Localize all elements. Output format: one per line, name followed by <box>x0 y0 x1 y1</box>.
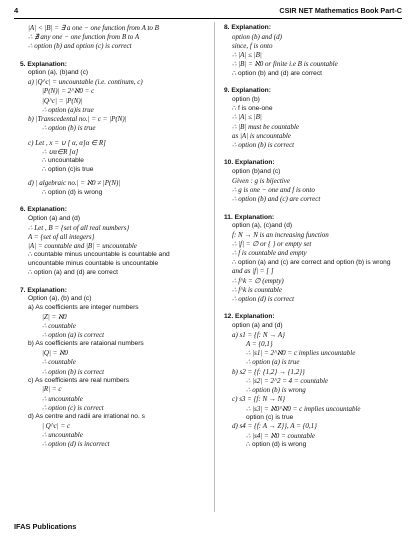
book-title: CSIR NET Mathematics Book Part-C <box>279 6 402 15</box>
left-column <box>20 24 210 450</box>
text-line: ∴ |s3| = ℵ0^ℵ0 = c implies uncountable <box>246 404 361 413</box>
text-line: ∴ |A| ≤ |B| <box>232 113 262 122</box>
page-number: 4 <box>14 6 19 15</box>
text-line: Given : g is bijective <box>232 176 290 185</box>
text-line: A = {0,1} <box>246 339 273 348</box>
text-line: ∴ option (a)is true <box>42 105 94 114</box>
text-line: a) As coefficients are integer numbers <box>28 303 139 311</box>
text-line: ∴ countable minus uncountable is countable and <box>28 251 170 259</box>
question-heading: 8. Explanation: <box>224 24 271 31</box>
text-line: ∴ uncountable <box>42 156 84 164</box>
text-line: |Q| = ℵ0 <box>42 349 68 358</box>
text-line: b) s2 = {f: {1,2} → {1,2}} <box>232 367 305 376</box>
text-line: and as |f| = [ ] <box>232 267 274 276</box>
text-line: option (b) and (d) <box>232 32 282 41</box>
page-header <box>14 6 402 19</box>
text-line: |Q^c| = |P(N)| <box>42 96 83 105</box>
text-line: f: N → N is an increasing function <box>232 230 329 239</box>
text-line: ∴ option (d) is wrong <box>42 188 103 196</box>
text-line: option (a) and (d) <box>232 321 283 329</box>
text-line: |P(N)| = 2^ℵ0 = c <box>42 87 95 96</box>
text-line: c) As coefficients are real numbers <box>28 376 130 384</box>
text-line: ∴ option (c)is true <box>42 165 94 173</box>
text-line: ∴ f^k = ∅ (empty) <box>232 276 284 285</box>
text-line: | Q^c| = c <box>42 421 71 430</box>
text-line: ∴ option (d) is wrong <box>246 440 307 448</box>
text-line: ∴ option (b) and option (c) is correct <box>28 42 132 51</box>
text-line: ∴ option (b) is correct <box>232 141 295 150</box>
text-line: ∴ option (b) and (c) are correct <box>232 195 321 204</box>
text-line: ∴ option (a) is correct <box>42 331 105 340</box>
text-line: option (a), (b)and (c) <box>28 69 89 77</box>
text-line: Option (a) and (d) <box>28 215 81 223</box>
text-line: c) s3 = {f: N → N} <box>232 395 286 404</box>
text-line: ∴ |B| must be countable <box>232 122 300 131</box>
text-line: ∴ option (a) and (d) are correct <box>28 268 118 276</box>
text-line: ∴ ∪α∈R [α] <box>42 147 79 156</box>
text-line: ∴ g is one − one and f is onto <box>232 186 315 195</box>
column-divider <box>214 22 215 512</box>
text-line: ∴ ∄ any one − one function from B to A <box>28 33 140 42</box>
text-line: ∴ countable <box>42 358 76 367</box>
question-heading: 6. Explanation: <box>20 206 67 214</box>
text-line: A = {set of all integers} <box>28 232 95 241</box>
text-line: ∴ f^k is countable <box>232 285 282 294</box>
text-line: b) As coefficients are rataional numbers <box>28 340 144 348</box>
text-line: since, f is onto <box>232 41 273 50</box>
text-line: d) s4 = {f: A → Z}}, A = {0,1} <box>232 422 317 431</box>
text-line: d) | algebraic no.| = ℵ0 ≠ |P(N)| <box>28 179 121 188</box>
text-line: as |A| is uncountable <box>232 131 291 140</box>
text-line: b) |Transcedental no.| = c = |P(N)| <box>28 115 127 124</box>
text-line: ∴ option (a) is true <box>246 358 300 367</box>
text-line: ∴ |s1| = 2^ℵ0 = c implies uncountable <box>246 349 356 358</box>
text-line: |R| = c <box>42 385 62 394</box>
question-heading: 9. Explanation: <box>224 87 271 95</box>
text-line: ∴ |A| ≤ |B| <box>232 51 262 60</box>
spacer <box>224 205 406 214</box>
publisher-footer: IFAS Publications <box>14 522 77 531</box>
text-line: option (a), (c)and (d) <box>232 222 293 230</box>
question-heading: 7. Explanation: <box>20 286 67 294</box>
question-heading: 5. Explanation: <box>20 60 67 68</box>
text-line: ∴ countable <box>42 321 76 330</box>
text-line: option (b)and (c) <box>232 168 281 176</box>
question-heading: 12. Explanation: <box>224 313 275 321</box>
text-line: ∴ f is one-one <box>232 104 273 112</box>
text-line: ∴ option (b) is correct <box>42 367 105 376</box>
spacer <box>224 304 406 313</box>
text-line: ∴ option (b) is wrong <box>246 386 306 395</box>
question-heading: 10. Explanation: <box>224 159 275 167</box>
text-line: ∴ uncountable <box>42 431 83 440</box>
text-line: option (b) <box>232 96 260 104</box>
spacer <box>20 197 210 206</box>
text-line: |A| = countable and |B| = uncountable <box>28 242 137 251</box>
spacer <box>20 52 210 61</box>
text-line: ∴ |B| = ℵ0 or finite i.e B is countable <box>232 60 338 69</box>
text-line: ∴ uncountable <box>42 394 83 403</box>
text-line: ∴ option (b) and (d) are correct <box>232 69 322 77</box>
spacer <box>224 78 406 87</box>
text-line: Option (a), (b) and (c) <box>28 295 92 303</box>
text-line: ∴ Let , B = {set of all real numbers} <box>28 223 130 232</box>
text-line: ∴ option (a) and (c) are correct and option (b) is wrong <box>232 258 391 266</box>
spacer <box>20 278 210 287</box>
spacer <box>224 150 406 159</box>
text-line: option (c) is true <box>246 413 294 421</box>
text-line: ∴ |f| = ∅ or { } or empty set <box>232 240 312 249</box>
text-line: ∴ |s4| = ℵ0 = countable <box>246 431 316 440</box>
text-line: a) |Q^c| = uncountable (i.e. continum, c) <box>28 78 143 87</box>
text-line: ∴ |s2| = 2^2 = 4 = countable <box>246 376 329 385</box>
text-line: d) As centre and radii are irrational no. s <box>28 413 145 421</box>
text-line: ∴ option (b) is true <box>42 124 96 133</box>
text-line: c) Let , x = ∪ [ α, α]α ∈ R] <box>28 138 106 147</box>
text-line: |Z| = ℵ0 <box>42 312 67 321</box>
text-line: ∴ option (d) is correct <box>232 295 295 304</box>
text-line: ∴ f is countable and empty <box>232 249 307 258</box>
text-line: ∴ option (d) is incorrect <box>42 440 110 449</box>
text-line: ∴ option (c) is correct <box>42 403 104 412</box>
question-heading: 11. Explanation: <box>224 213 275 221</box>
text-line: |A| < |B| = ∃ a one − one function from A to B <box>28 24 159 32</box>
text-line: a) s1 = {f: N → A} <box>232 330 285 339</box>
text-line: uncountable minus countable is uncountable <box>28 260 159 268</box>
right-column <box>224 24 406 450</box>
